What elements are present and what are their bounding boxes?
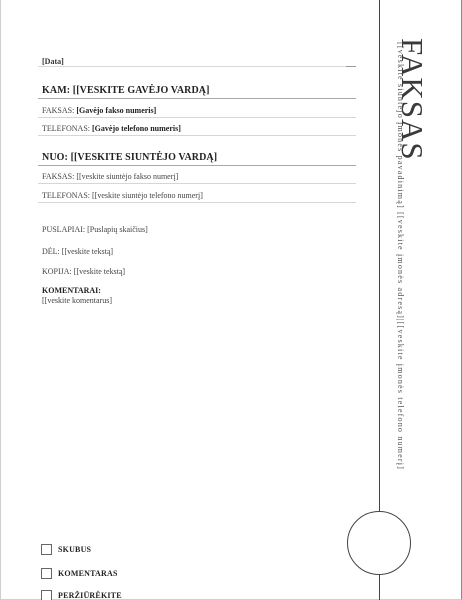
sender-phone-label: TELEFONAS: [42,191,90,200]
fax-form [38,0,356,600]
sender-name-row[interactable] [42,152,217,163]
recipient-label: KAM: [42,85,71,96]
sender-phone-value[interactable]: [[veskite siuntėjo telefono numerį] [92,191,203,200]
sender-fax-row[interactable] [42,172,178,181]
comments-label: KOMENTARAI: [42,286,101,295]
cc-value[interactable]: [[veskite tekstą] [73,267,126,276]
recipient-phone-divider [38,135,356,136]
review-checkbox[interactable] [41,590,52,600]
pages-label: PUSLAPIAI: [42,225,86,234]
cc-label: KOPIJA: [42,267,72,276]
sender-phone-divider [38,202,356,203]
recipient-fax-value[interactable]: [Gavėjo fakso numeris] [76,106,157,115]
cc-row[interactable] [42,267,125,276]
recipient-phone-value[interactable]: [Gavėjo telefono numeris] [92,124,181,133]
recipient-fax-label: FAKSAS: [42,106,75,115]
comment-checkbox[interactable] [41,568,52,579]
sender-fax-value[interactable]: [[veskite siuntėjo fakso numerį] [76,172,179,181]
checkbox-urgent[interactable] [41,544,91,555]
pages-value[interactable]: [Puslapių skaičius] [87,225,148,234]
review-label: PERŽIŪRĖKITE [58,591,122,600]
sender-label: NUO: [42,152,68,163]
sender-fax-label: FAKSAS: [42,172,75,181]
pages-row[interactable] [42,225,148,234]
recipient-fax-row[interactable] [42,106,156,115]
checkbox-comment[interactable] [41,568,118,579]
recipient-divider [38,98,356,99]
re-row[interactable] [42,247,113,256]
recipient-phone-label: TELEFONAS: [42,124,90,133]
recipient-name-row[interactable] [42,85,210,96]
comment-label: KOMENTARAS [58,569,118,578]
re-value[interactable]: [[veskite tekstą] [61,247,114,256]
fax-title: FAKSAS [395,38,430,161]
comments-value[interactable]: [[veskite komentarus] [42,296,112,305]
decorative-circle [347,511,411,575]
date-field[interactable]: [Data] [42,57,64,66]
sender-divider [38,165,356,166]
sender-company-info[interactable]: [[veskite siuntėjo įmonės pavadinimą] [[veskite įmonės adresą]|[[veskite įmonės telefono numerį] [396,42,405,471]
recipient-phone-row[interactable] [42,124,181,133]
sidebar-divider-line [379,0,380,600]
urgent-label: SKUBUS [58,545,92,554]
recipient-fax-divider [38,117,356,118]
urgent-checkbox[interactable] [41,544,52,555]
date-divider [38,66,356,67]
re-label: DĖL: [42,247,60,256]
recipient-name-value[interactable]: [[VESKITE GAVĖJO VARDĄ] [72,85,210,96]
sender-name-value[interactable]: [[VESKITE SIUNTĖJO VARDĄ] [70,152,218,163]
checkbox-review[interactable] [41,590,122,600]
sender-phone-row[interactable] [42,191,203,200]
sender-fax-divider [38,183,356,184]
